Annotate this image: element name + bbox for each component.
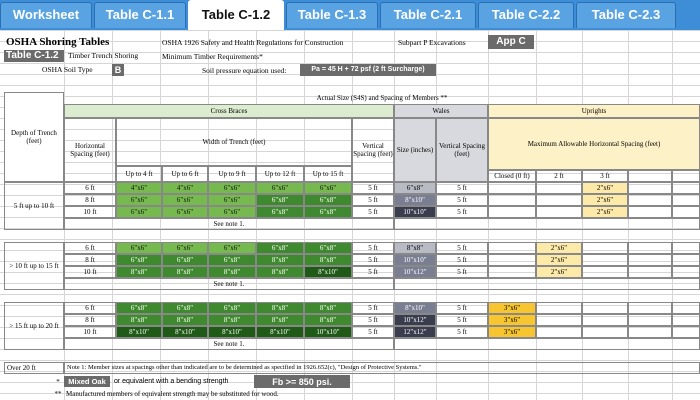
upright-size-cell[interactable]: 2"x6" [536,266,582,278]
cross-brace-size-cell[interactable]: 4"x6" [116,182,162,194]
cross-brace-size-cell[interactable]: 6"x6" [208,206,256,218]
cross-brace-size-cell[interactable]: 6"x8" [116,254,162,266]
upright-size-cell[interactable] [672,242,700,254]
horizontal-spacing-cell: 6 ft [64,242,116,254]
cross-brace-size-cell[interactable]: 6"x8" [208,302,256,314]
cross-brace-size-cell[interactable]: 6"x6" [162,194,208,206]
appendix-badge: App C [488,35,534,49]
cross-brace-size-cell[interactable]: 6"x8" [304,194,352,206]
table-id-badge: Table C-1.2 [4,50,64,62]
upright-size-cell[interactable] [536,194,582,206]
sheet-title: OSHA Shoring Tables [6,36,110,48]
spreadsheet-grid [0,30,700,400]
depth-header: Depth of Trench (feet) [4,92,64,182]
wale-size-cell[interactable]: 10"x12" [394,314,436,326]
upright-size-cell[interactable]: 3"x6" [488,302,536,314]
vertical-spacing-cell: 5 ft [352,266,394,278]
cross-brace-size-cell[interactable]: 10"x10" [304,326,352,338]
see-note-row: See note 1. [64,338,394,350]
vertical-spacing-header: Vertical Spacing (feet) [352,118,394,182]
width-col-header: Up to 15 ft [304,166,352,182]
width-of-trench-header: Width of Trench (feet) [116,118,352,166]
cross-brace-size-cell[interactable]: 8"x8" [116,314,162,326]
gridline [0,360,700,361]
mixed-oak-badge: Mixed Oak [64,376,110,387]
cross-brace-size-cell[interactable]: 6"x6" [116,194,162,206]
upright-size-cell[interactable]: 3"x6" [488,326,536,338]
wale-size-cell[interactable]: 10"x12" [394,266,436,278]
wale-vertical-spacing-cell: 5 ft [436,194,488,206]
wale-vertical-spacing-cell: 5 ft [436,206,488,218]
upright-size-cell[interactable] [488,194,536,206]
upright-size-cell[interactable] [628,194,672,206]
cross-brace-size-cell[interactable]: 6"x6" [208,182,256,194]
gridline [0,30,700,31]
cross-brace-size-cell[interactable]: 8"x8" [162,266,208,278]
cross-braces-header: Cross Braces [64,104,394,118]
over-20-label: Over 20 ft [4,362,64,374]
wale-vertical-spacing-cell: 5 ft [436,254,488,266]
vertical-spacing-cell: 5 ft [352,314,394,326]
upright-col-header [628,170,672,182]
upright-size-cell[interactable] [582,242,628,254]
horizontal-spacing-cell: 8 ft [64,254,116,266]
upright-size-cell[interactable]: 2"x6" [582,194,628,206]
vertical-spacing-cell: 5 ft [352,326,394,338]
cross-brace-size-cell[interactable]: 6"x6" [162,242,208,254]
actual-size-header: Actual Size (S4S) and Spacing of Members ** [316,93,448,102]
wale-size-cell[interactable]: 8"x8" [394,242,436,254]
cross-brace-size-cell[interactable]: 4"x6" [162,182,208,194]
wale-vertical-spacing-cell: 5 ft [436,314,488,326]
soil-type-label: OSHA Soil Type [42,65,93,74]
manufactured-note: Manufactured members of equivalent strength may be substituted for wood. [66,389,279,398]
upright-size-cell[interactable] [536,326,582,338]
cross-brace-size-cell[interactable]: 8"x8" [256,254,304,266]
cross-brace-size-cell[interactable]: 6"x8" [256,242,304,254]
cross-brace-size-cell[interactable]: 6"x8" [208,254,256,266]
width-col-header: Up to 9 ft [208,166,256,182]
upright-size-cell[interactable] [488,266,536,278]
horizontal-spacing-cell: 10 ft [64,266,116,278]
tab-table-c-2-2[interactable]: Table C-2.2 [478,2,574,28]
cross-brace-size-cell[interactable]: 8"x8" [208,266,256,278]
upright-size-cell[interactable] [582,266,628,278]
cross-brace-size-cell[interactable]: 6"x8" [162,302,208,314]
upright-size-cell[interactable] [628,206,672,218]
upright-size-cell[interactable] [628,254,672,266]
cross-brace-size-cell[interactable]: 6"x8" [162,254,208,266]
depth-group-label: > 10 ft up to 15 ft [4,242,64,290]
cross-brace-size-cell[interactable]: 8"x8" [304,302,352,314]
wale-size-cell[interactable]: 10"x10" [394,206,436,218]
upright-size-cell[interactable]: 3"x6" [488,314,536,326]
cross-brace-size-cell[interactable]: 8"x10" [116,326,162,338]
cross-brace-size-cell[interactable]: 8"x8" [304,314,352,326]
wale-size-cell[interactable]: 12"x12" [394,326,436,338]
upright-size-cell[interactable] [628,302,672,314]
vertical-spacing-cell: 5 ft [352,194,394,206]
cross-brace-size-cell[interactable]: 6"x6" [116,206,162,218]
cross-brace-size-cell[interactable]: 6"x8" [256,206,304,218]
blank-row [394,278,700,290]
horizontal-spacing-header: Horizontal Spacing (feet) [64,118,116,182]
gridline [0,239,700,240]
width-col-header: Up to 6 ft [162,166,208,182]
tab-worksheet[interactable]: Worksheet [0,2,92,28]
regs-title: OSHA 1926 Safety and Health Regulations for Construction [162,37,344,47]
note-1: Note 1: Member sizes at spacings other than indicated are to be determined as specified in 1926.652(c), "Design of Protective Systems." [64,362,700,374]
cross-brace-size-cell[interactable]: 6"x8" [304,206,352,218]
vertical-spacing-cell: 5 ft [352,242,394,254]
wale-vertical-spacing-cell: 5 ft [436,242,488,254]
soil-type-value[interactable]: B [112,64,124,76]
cross-brace-size-cell[interactable]: 8"x8" [116,266,162,278]
see-note-row: See note 1. [64,218,394,230]
upright-size-cell[interactable]: 2"x6" [536,242,582,254]
wale-vertical-spacing-cell: 5 ft [436,182,488,194]
upright-size-cell[interactable] [488,254,536,266]
upright-size-cell[interactable] [628,182,672,194]
horizontal-spacing-cell: 6 ft [64,182,116,194]
wale-size-cell[interactable]: 8"x10" [394,194,436,206]
upright-size-cell[interactable] [536,314,582,326]
upright-size-cell[interactable] [672,182,700,194]
cross-brace-size-cell[interactable]: 6"x6" [256,182,304,194]
wale-vertical-spacing-cell: 5 ft [436,302,488,314]
upright-size-cell[interactable] [672,194,700,206]
tab-table-c-2-3[interactable]: Table C-2.3 [576,2,676,28]
upright-size-cell[interactable] [672,302,700,314]
pressure-label: Soil pressure equation used: [202,65,287,75]
cross-brace-size-cell[interactable]: 8"x8" [208,314,256,326]
horizontal-spacing-cell: 6 ft [64,302,116,314]
cross-brace-size-cell[interactable]: 6"x6" [208,194,256,206]
tab-table-c-1-1[interactable]: Table C-1.1 [94,2,186,28]
tab-table-c-1-3[interactable]: Table C-1.3 [286,2,378,28]
wale-size-cell[interactable]: 8"x10" [394,302,436,314]
upright-size-cell[interactable] [672,206,700,218]
cross-brace-size-cell[interactable]: 8"x8" [304,254,352,266]
upright-size-cell[interactable] [672,266,700,278]
cross-brace-size-cell[interactable]: 8"x8" [162,314,208,326]
vertical-spacing-cell: 5 ft [352,302,394,314]
upright-size-cell[interactable]: 2"x6" [582,206,628,218]
upright-size-cell[interactable] [628,314,672,326]
cross-brace-size-cell[interactable]: 6"x8" [304,242,352,254]
wale-vertical-spacing-cell: 5 ft [436,326,488,338]
cross-brace-size-cell[interactable]: 6"x6" [304,182,352,194]
blank-row [394,218,700,230]
upright-size-cell[interactable]: 2"x6" [582,182,628,194]
upright-size-cell[interactable] [536,206,582,218]
width-col-header: Up to 4 ft [116,166,162,182]
cross-brace-size-cell[interactable]: 8"x8" [256,314,304,326]
upright-size-cell[interactable] [536,302,582,314]
horizontal-spacing-cell: 10 ft [64,326,116,338]
min-requirements: Minimum Timber Requirements* [162,51,263,61]
cross-brace-size-cell[interactable]: 6"x8" [256,194,304,206]
upright-size-cell[interactable] [582,326,628,338]
gridline [0,85,700,86]
tab-table-c-2-1[interactable]: Table C-2.1 [380,2,476,28]
upright-size-cell[interactable] [628,266,672,278]
uprights-header: Uprights [488,104,700,118]
table-description: Timber Trench Shoring [68,51,139,60]
cross-brace-size-cell[interactable]: 6"x8" [116,302,162,314]
upright-col-header: 2 ft [536,170,582,182]
wales-size-header: Size (inches) [394,118,436,182]
cross-brace-size-cell[interactable]: 8"x10" [256,326,304,338]
upright-size-cell[interactable] [536,182,582,194]
vertical-spacing-cell: 5 ft [352,206,394,218]
upright-size-cell[interactable] [582,314,628,326]
vertical-spacing-cell: 5 ft [352,254,394,266]
upright-size-cell[interactable] [488,182,536,194]
upright-size-cell[interactable] [672,326,700,338]
upright-size-cell[interactable] [672,314,700,326]
upright-size-cell[interactable] [488,206,536,218]
upright-size-cell[interactable] [628,242,672,254]
cross-brace-size-cell[interactable]: 6"x6" [162,206,208,218]
horizontal-spacing-cell: 10 ft [64,206,116,218]
width-col-header: Up to 12 ft [256,166,304,182]
footnote-star-2: ** [54,389,62,398]
wale-size-cell[interactable]: 6"x8" [394,182,436,194]
upright-col-header: 3 ft [582,170,628,182]
horizontal-spacing-cell: 8 ft [64,194,116,206]
footnote-star-1: * [56,377,60,386]
gridline [0,294,700,295]
cross-brace-size-cell[interactable]: 8"x8" [256,266,304,278]
wale-size-cell[interactable]: 10"x10" [394,254,436,266]
tab-table-c-1-2[interactable]: Table C-1.2 [188,0,284,30]
upright-size-cell[interactable] [582,302,628,314]
cross-brace-size-cell[interactable]: 8"x8" [256,302,304,314]
vertical-spacing-cell: 5 ft [352,182,394,194]
pressure-equation: Pa = 45 H + 72 psf (2 ft Surcharge) [300,64,436,76]
cross-brace-size-cell[interactable]: 6"x6" [208,242,256,254]
blank-row [394,338,700,350]
see-note-row: See note 1. [64,278,394,290]
horizontal-spacing-cell: 8 ft [64,314,116,326]
fb-badge: Fb >= 850 psi. [254,375,350,388]
bending-strength-text: or equivalent with a bending strength [114,377,229,385]
upright-size-cell[interactable] [628,326,672,338]
depth-group-label: > 15 ft up to 20 ft [4,302,64,350]
cross-brace-size-cell[interactable]: 8"x10" [208,326,256,338]
subpart-label: Subpart P Excavations [398,37,466,47]
wale-vertical-spacing-cell: 5 ft [436,266,488,278]
upright-col-header: Closed (0 ft) [488,170,536,182]
cross-brace-size-cell[interactable]: 6"x6" [116,242,162,254]
cross-brace-size-cell[interactable]: 8"x10" [162,326,208,338]
upright-size-cell[interactable]: 2"x6" [536,254,582,266]
sheet-tab-bar [0,0,700,30]
wales-vertical-spacing-header: Vertical Spacing (feet) [436,118,488,182]
upright-size-cell[interactable] [582,254,628,266]
upright-col-header [672,170,700,182]
wales-header: Wales [394,104,488,118]
upright-size-cell[interactable] [488,242,536,254]
upright-size-cell[interactable] [672,254,700,266]
cross-brace-size-cell[interactable]: 8"x10" [304,266,352,278]
depth-group-label: 5 ft up to 10 ft [4,182,64,230]
max-allowable-header: Maximum Allowable Horizontal Spacing (feet) [488,118,700,170]
